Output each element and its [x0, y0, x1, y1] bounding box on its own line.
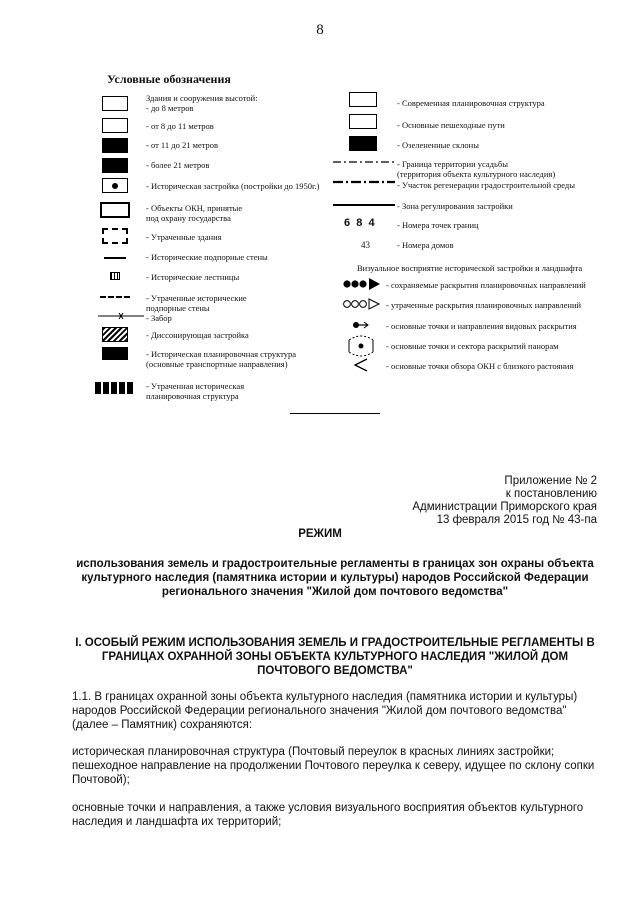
white-box-icon [349, 92, 377, 107]
black-box-icon [102, 138, 128, 153]
black-box-icon [349, 136, 377, 151]
white-box-icon [102, 96, 128, 111]
legend-item-label: - Исторические лестницы [146, 272, 240, 282]
numbers-sample: 6 8 4 [344, 217, 375, 229]
legend-item-label: - от 11 до 21 метров [146, 140, 219, 150]
legend-item-label: Здания и сооружения высотой: - до 8 метров [146, 93, 258, 113]
panorama-sector-icon [345, 334, 377, 358]
legend-item-label: - Номера домов [397, 240, 454, 250]
point-direction-icon [350, 320, 372, 330]
legend-item-label: - Историческая планировочная структура (основные транспортные направления) [146, 349, 297, 369]
legend-item-label: - основные точки и направления видовых раскрытия [386, 321, 577, 331]
dash-line-icon [104, 257, 126, 259]
open-dots-arrow-icon [342, 298, 384, 310]
legend-item-label: - Утраченные исторические подпорные стены [146, 293, 247, 313]
legend-item-label: - Диссонирующая застройка [146, 330, 249, 340]
page-number: 8 [316, 22, 324, 38]
dashed-line-icon [100, 296, 130, 298]
house-number-sample: 43 [361, 240, 370, 250]
legend-item-label: - сохраняемые раскрытия планировочных направлений [386, 280, 586, 290]
appendix-line: Приложение № 2 [504, 475, 597, 487]
paragraph: основные точки и направления, а также условия визуального восприятия объектов культурного наследия и ландшафта их территорий; [72, 802, 584, 828]
legend-item-label: - основные точки обзора ОКН с близкого растояния [386, 361, 574, 371]
legend-item-label: - Исторические подпорные стены [146, 252, 268, 262]
visual-perception-heading: Визуальное восприятие исторической застройки и ландшафта [357, 263, 583, 273]
legend-item-label: - Историческая застройка (постройки до 1950г.) [146, 181, 320, 191]
legend-item-label: - Граница территории усадьбы (территория объекта культурного наследия) [397, 159, 556, 179]
legend-item-label: - основные точки и сектора раскрытий панорам [386, 341, 559, 351]
box-with-dot-icon [102, 178, 128, 193]
hatched-box-icon [102, 327, 128, 342]
legend-item-label: - более 21 метров [146, 160, 210, 170]
appendix-line: Администрации Приморского края [412, 501, 597, 513]
white-box-icon [349, 114, 377, 129]
legend-item-label: - Забор [146, 313, 172, 323]
black-box-icon [102, 158, 128, 173]
section-heading: I. ОСОБЫЙ РЕЖИМ ИСПОЛЬЗОВАНИЯ ЗЕМЕЛЬ И ГРАДОСТРОИТЕЛЬНЫЕ РЕГЛАМЕНТЫ В ГРАНИЦАХ ОХРАННОЙ ЗОНЫ ОБЪЕКТА КУЛЬТУРНОГО НАСЛЕДИЯ "ЖИЛОЙ ДОМ ПОЧТОВОГО ВЕДОМСТВА" [75, 637, 595, 677]
paragraph: 1.1. В границах охранной зоны объекта культурного наследия (памятника истории и культуры) народов Российской Федерации регионального значения "Жилой дом почтового ведомства" (далее – Памятник) сохраняются: [72, 691, 578, 731]
filled-dots-arrow-icon [342, 278, 384, 290]
legend-item-label: - утраченные раскрытия планировочных направлений [386, 300, 582, 310]
stairs-icon [110, 272, 120, 280]
thick-border-box-icon [100, 202, 130, 218]
white-box-icon [102, 118, 128, 133]
fence-line-icon [98, 312, 144, 320]
legend-item-label: - от 8 до 11 метров [146, 121, 214, 131]
legend-item-label: - Участок регенерации градостроительной среды [397, 180, 575, 190]
legend-title: Условные обозначения [107, 72, 231, 86]
legend-item-label: - Современная планировочная структура [397, 98, 545, 108]
appendix-line: к постановлению [505, 488, 597, 500]
appendix-block [412, 475, 597, 527]
appendix-line: 13 февраля 2015 год № 43-па [436, 514, 597, 526]
paragraph: историческая планировочная структура (Почтовый переулок в красных линиях застройки; пешеходное направление на продолжении Почтового переулка к северу, идущее по склону сопки Почтовой); [72, 746, 595, 786]
regime-subtitle: использования земель и градостроительные регламенты в границах зон охраны объекта культурного наследия (памятника истории и культуры) народов Российской Федерации регионального значения "Жилой дом почтового ведомства" [76, 558, 594, 598]
legend-item-label: - Утраченная историческая планировочная структура [146, 381, 245, 401]
legend-item-label: - Объекты ОКН, принятые под охрану государства [146, 203, 243, 223]
regime-title: РЕЖИМ [298, 528, 342, 540]
legend-item-label: - Утраченные здания [146, 232, 222, 242]
dashed-box-icon [102, 228, 128, 244]
legend-item-label: - Озелененные склоны [397, 140, 479, 150]
dash-dot-thick-line-icon [333, 180, 395, 184]
legend-item-label: - Зона регулирования застройки [397, 201, 513, 211]
legend-item-label: - Основные пешеходные пути [397, 120, 505, 130]
legend-divider [290, 413, 380, 414]
black-segments-icon [95, 382, 135, 394]
close-view-icon [353, 358, 369, 372]
black-bar-icon [102, 347, 128, 360]
dash-dot-line-icon [333, 160, 395, 164]
thick-line-icon [333, 204, 395, 206]
legend-item-label: - Номера точек границ [397, 220, 479, 230]
